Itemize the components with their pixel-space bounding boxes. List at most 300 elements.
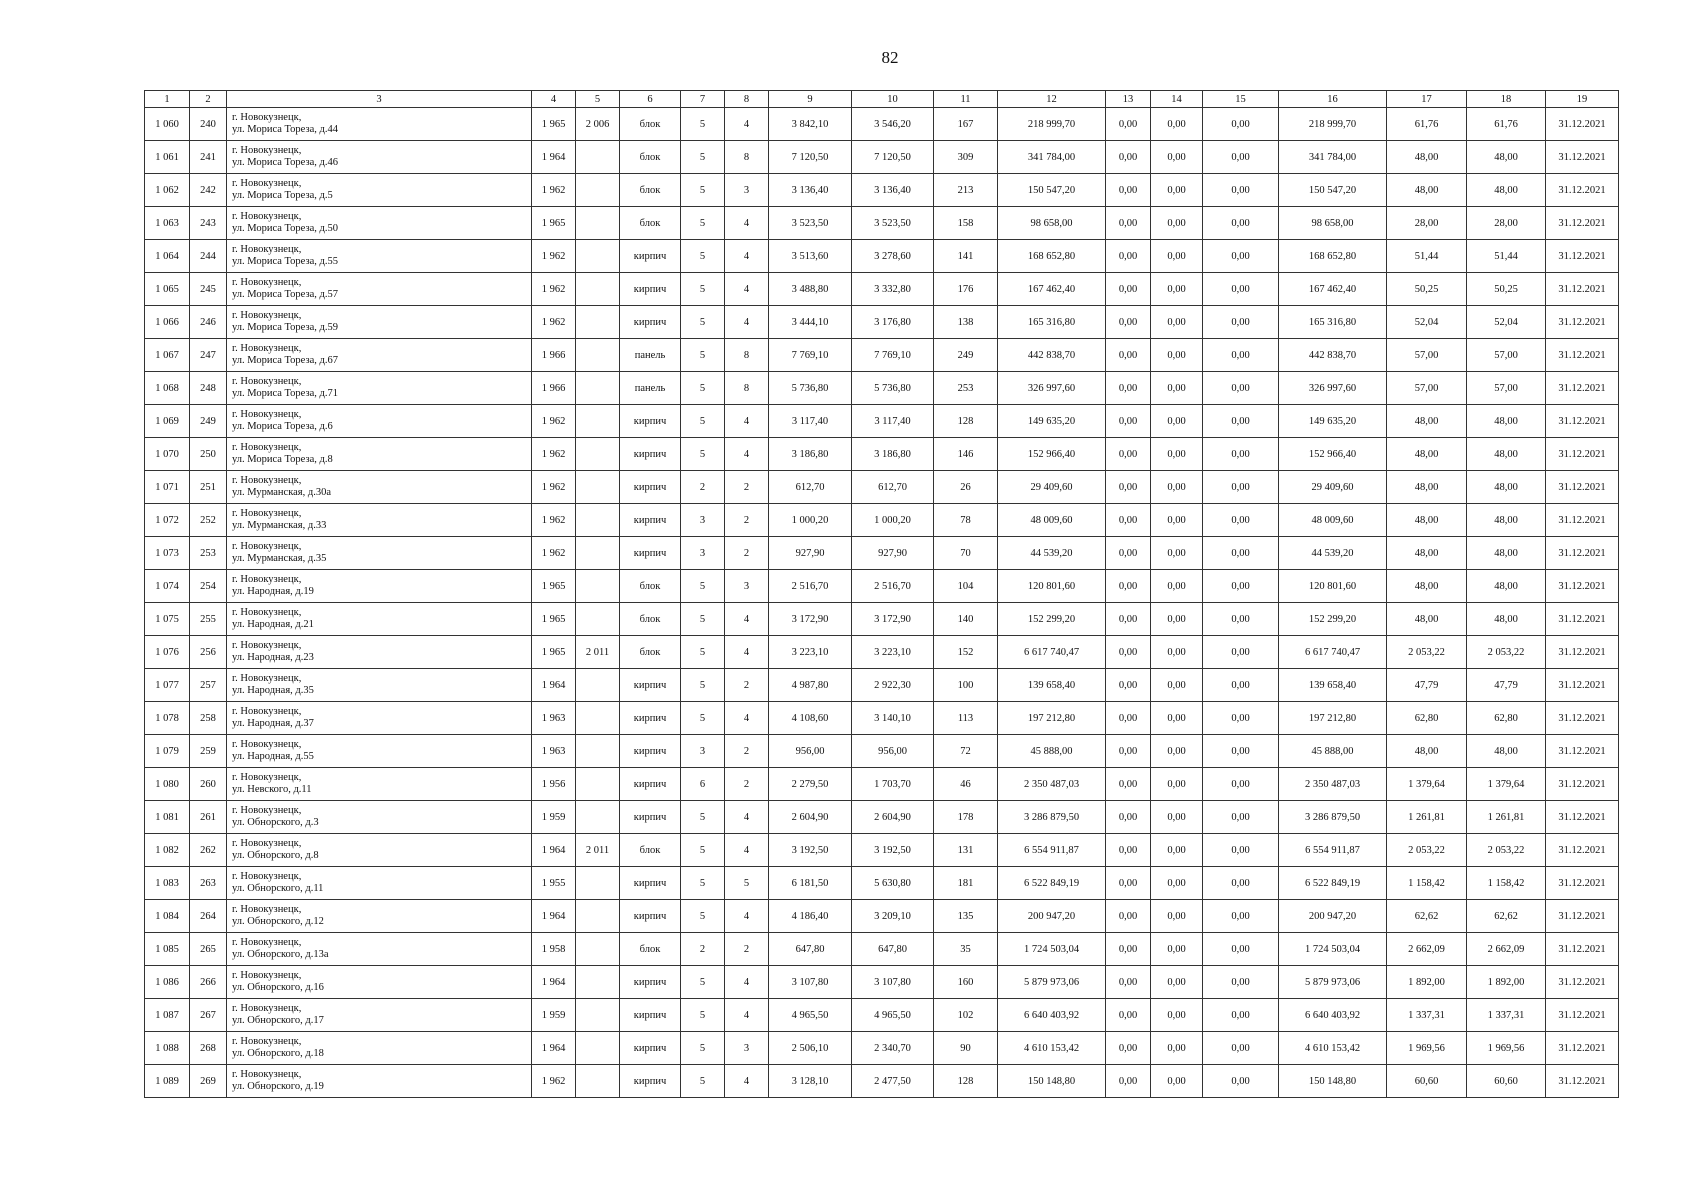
table-cell: 167 462,40 bbox=[998, 273, 1106, 306]
table-cell: 3 172,90 bbox=[769, 603, 852, 636]
table-cell: 927,90 bbox=[852, 537, 934, 570]
table-cell: 98 658,00 bbox=[1279, 207, 1387, 240]
table-cell: 3 523,50 bbox=[852, 207, 934, 240]
table-cell: кирпич bbox=[620, 1032, 681, 1065]
table-cell: 5 bbox=[681, 1065, 725, 1098]
table-cell: 1 969,56 bbox=[1467, 1032, 1546, 1065]
table-cell: 31.12.2021 bbox=[1546, 999, 1619, 1032]
table-cell bbox=[576, 438, 620, 471]
table-cell: 2 516,70 bbox=[769, 570, 852, 603]
table-cell: 4 bbox=[725, 834, 769, 867]
table-cell: 60,60 bbox=[1467, 1065, 1546, 1098]
address-cell bbox=[227, 273, 532, 306]
table-cell: 48,00 bbox=[1467, 141, 1546, 174]
address-cell bbox=[227, 1032, 532, 1065]
table-row bbox=[145, 603, 1619, 636]
table-cell: 2 bbox=[725, 504, 769, 537]
table-cell: 1 060 bbox=[145, 108, 190, 141]
address-cell bbox=[227, 669, 532, 702]
table-cell: 70 bbox=[934, 537, 998, 570]
table-cell: 0,00 bbox=[1151, 867, 1203, 900]
table-cell: 31.12.2021 bbox=[1546, 603, 1619, 636]
table-cell: 3 140,10 bbox=[852, 702, 934, 735]
address-line: ул. Мориса Тореза, д.59 bbox=[232, 322, 338, 333]
table-cell: 218 999,70 bbox=[998, 108, 1106, 141]
table-cell: 4 bbox=[725, 636, 769, 669]
table-cell: 0,00 bbox=[1203, 735, 1279, 768]
table-cell: 4 bbox=[725, 801, 769, 834]
table-cell: 1 964 bbox=[532, 966, 576, 999]
table-cell: 31.12.2021 bbox=[1546, 240, 1619, 273]
table-cell: 48,00 bbox=[1467, 471, 1546, 504]
table-cell: кирпич bbox=[620, 438, 681, 471]
table-cell: 2 bbox=[681, 471, 725, 504]
table-cell bbox=[576, 141, 620, 174]
address-line: ул. Обнорского, д.18 bbox=[232, 1048, 324, 1059]
address-cell bbox=[227, 801, 532, 834]
table-cell: 0,00 bbox=[1151, 768, 1203, 801]
address-line: ул. Мориса Тореза, д.67 bbox=[232, 355, 338, 366]
table-cell: 240 bbox=[190, 108, 227, 141]
table-cell: 0,00 bbox=[1151, 669, 1203, 702]
table-row bbox=[145, 702, 1619, 735]
address-cell bbox=[227, 174, 532, 207]
table-cell: 0,00 bbox=[1203, 570, 1279, 603]
table-cell: 1 964 bbox=[532, 834, 576, 867]
table-cell: 98 658,00 bbox=[998, 207, 1106, 240]
table-cell: 442 838,70 bbox=[998, 339, 1106, 372]
table-cell: 47,79 bbox=[1467, 669, 1546, 702]
table-cell: 0,00 bbox=[1151, 1065, 1203, 1098]
table-cell: 0,00 bbox=[1151, 504, 1203, 537]
table-cell: 0,00 bbox=[1106, 867, 1151, 900]
table-cell bbox=[576, 339, 620, 372]
table-cell: 341 784,00 bbox=[1279, 141, 1387, 174]
table-cell: 1 956 bbox=[532, 768, 576, 801]
address-cell bbox=[227, 306, 532, 339]
address-line: ул. Народная, д.21 bbox=[232, 619, 314, 630]
table-row bbox=[145, 1032, 1619, 1065]
table-cell: 200 947,20 bbox=[998, 900, 1106, 933]
table-cell: 0,00 bbox=[1203, 240, 1279, 273]
table-cell: 167 462,40 bbox=[1279, 273, 1387, 306]
address-line: г. Новокузнецк, bbox=[232, 211, 302, 222]
address-line: г. Новокузнецк, bbox=[232, 409, 302, 420]
table-cell: 6 617 740,47 bbox=[1279, 636, 1387, 669]
table-cell: 1 959 bbox=[532, 999, 576, 1032]
table-cell: 7 769,10 bbox=[852, 339, 934, 372]
table-cell: 50,25 bbox=[1387, 273, 1467, 306]
table-cell: 4 965,50 bbox=[852, 999, 934, 1032]
table-cell: 149 635,20 bbox=[998, 405, 1106, 438]
table-cell: 1 959 bbox=[532, 801, 576, 834]
table-cell: 213 bbox=[934, 174, 998, 207]
table-cell: 3 bbox=[725, 570, 769, 603]
table-cell: 28,00 bbox=[1387, 207, 1467, 240]
table-cell: 120 801,60 bbox=[998, 570, 1106, 603]
table-row bbox=[145, 306, 1619, 339]
table-row bbox=[145, 141, 1619, 174]
table-cell: 3 136,40 bbox=[769, 174, 852, 207]
table-cell: 1 963 bbox=[532, 735, 576, 768]
table-cell: 2 bbox=[725, 933, 769, 966]
table-cell: 2 662,09 bbox=[1467, 933, 1546, 966]
table-cell: 31.12.2021 bbox=[1546, 306, 1619, 339]
table-cell: 31.12.2021 bbox=[1546, 636, 1619, 669]
address-line: г. Новокузнецк, bbox=[232, 805, 302, 816]
table-cell: 4 bbox=[725, 306, 769, 339]
column-header: 5 bbox=[576, 91, 620, 108]
table-cell: 3 842,10 bbox=[769, 108, 852, 141]
address-cell bbox=[227, 966, 532, 999]
table-cell: 0,00 bbox=[1106, 273, 1151, 306]
table-cell: 1 068 bbox=[145, 372, 190, 405]
table-cell: 0,00 bbox=[1203, 867, 1279, 900]
table-cell: 7 769,10 bbox=[769, 339, 852, 372]
table-row bbox=[145, 735, 1619, 768]
address-line: ул. Народная, д.55 bbox=[232, 751, 314, 762]
table-cell: 31.12.2021 bbox=[1546, 174, 1619, 207]
address-cell bbox=[227, 438, 532, 471]
table-cell: 0,00 bbox=[1203, 669, 1279, 702]
table-cell: 262 bbox=[190, 834, 227, 867]
table-cell: 0,00 bbox=[1106, 108, 1151, 141]
table-cell: 120 801,60 bbox=[1279, 570, 1387, 603]
address-line: ул. Народная, д.23 bbox=[232, 652, 314, 663]
address-line: г. Новокузнецк, bbox=[232, 343, 302, 354]
table-cell bbox=[576, 801, 620, 834]
column-header: 17 bbox=[1387, 91, 1467, 108]
address-line: ул. Народная, д.35 bbox=[232, 685, 314, 696]
table-cell: 197 212,80 bbox=[998, 702, 1106, 735]
table-cell bbox=[576, 768, 620, 801]
table-cell: 1 065 bbox=[145, 273, 190, 306]
table-cell: 31.12.2021 bbox=[1546, 702, 1619, 735]
table-cell: 3 192,50 bbox=[769, 834, 852, 867]
table-cell: 3 223,10 bbox=[852, 636, 934, 669]
table-cell: 48,00 bbox=[1387, 174, 1467, 207]
table-cell: кирпич bbox=[620, 801, 681, 834]
address-cell bbox=[227, 1065, 532, 1098]
table-cell: 168 652,80 bbox=[998, 240, 1106, 273]
table-cell: 2 922,30 bbox=[852, 669, 934, 702]
address-line: ул. Мориса Тореза, д.71 bbox=[232, 388, 338, 399]
table-cell: 263 bbox=[190, 867, 227, 900]
table-cell: 266 bbox=[190, 966, 227, 999]
table-cell: 5 bbox=[681, 372, 725, 405]
table-cell: 0,00 bbox=[1151, 801, 1203, 834]
table-cell: 167 bbox=[934, 108, 998, 141]
address-line: ул. Мориса Тореза, д.57 bbox=[232, 289, 338, 300]
table-cell: 0,00 bbox=[1106, 306, 1151, 339]
table-cell: 3 128,10 bbox=[769, 1065, 852, 1098]
table-cell: 0,00 bbox=[1106, 1032, 1151, 1065]
table-cell: 57,00 bbox=[1387, 339, 1467, 372]
table-cell: 4 bbox=[725, 1065, 769, 1098]
table-cell: 1 088 bbox=[145, 1032, 190, 1065]
table-cell: 1 261,81 bbox=[1387, 801, 1467, 834]
table-cell: 61,76 bbox=[1467, 108, 1546, 141]
table-cell: 0,00 bbox=[1151, 999, 1203, 1032]
table-cell: 4 bbox=[725, 240, 769, 273]
table-cell: 0,00 bbox=[1106, 537, 1151, 570]
column-header: 2 bbox=[190, 91, 227, 108]
table-cell: 2 bbox=[725, 471, 769, 504]
address-cell bbox=[227, 537, 532, 570]
table-cell bbox=[576, 405, 620, 438]
table-cell: 248 bbox=[190, 372, 227, 405]
table-cell: 1 965 bbox=[532, 207, 576, 240]
table-cell: 0,00 bbox=[1203, 834, 1279, 867]
table-cell: 0,00 bbox=[1203, 999, 1279, 1032]
table-cell bbox=[576, 174, 620, 207]
table-cell: 0,00 bbox=[1203, 603, 1279, 636]
address-cell bbox=[227, 867, 532, 900]
table-cell: 1 072 bbox=[145, 504, 190, 537]
table-cell: 0,00 bbox=[1151, 570, 1203, 603]
table-cell: 51,44 bbox=[1467, 240, 1546, 273]
table-cell: 2 350 487,03 bbox=[1279, 768, 1387, 801]
table-cell: 45 888,00 bbox=[998, 735, 1106, 768]
table-cell: 1 069 bbox=[145, 405, 190, 438]
column-header: 15 bbox=[1203, 91, 1279, 108]
table-cell: 48 009,60 bbox=[1279, 504, 1387, 537]
table-cell: 0,00 bbox=[1106, 1065, 1151, 1098]
table-cell: 62,62 bbox=[1467, 900, 1546, 933]
table-cell: 3 107,80 bbox=[852, 966, 934, 999]
address-line: ул. Мурманская, д.33 bbox=[232, 520, 327, 531]
table-cell: 326 997,60 bbox=[1279, 372, 1387, 405]
table-cell: 48,00 bbox=[1467, 570, 1546, 603]
table-cell: 31.12.2021 bbox=[1546, 900, 1619, 933]
table-row bbox=[145, 669, 1619, 702]
table-cell: 1 958 bbox=[532, 933, 576, 966]
table-cell: 253 bbox=[934, 372, 998, 405]
table-cell: 5 bbox=[681, 900, 725, 933]
table-cell: 5 bbox=[681, 306, 725, 339]
table-cell: 1 076 bbox=[145, 636, 190, 669]
table-cell: 5 bbox=[681, 207, 725, 240]
table-cell: 48 009,60 bbox=[998, 504, 1106, 537]
table-cell: 48,00 bbox=[1467, 174, 1546, 207]
table-cell: 6 522 849,19 bbox=[998, 867, 1106, 900]
table-cell: 647,80 bbox=[852, 933, 934, 966]
table-cell bbox=[576, 306, 620, 339]
table-cell: 4 bbox=[725, 108, 769, 141]
table-cell: блок bbox=[620, 603, 681, 636]
table-cell: 1 962 bbox=[532, 471, 576, 504]
table-cell: 31.12.2021 bbox=[1546, 768, 1619, 801]
table-cell: 6 640 403,92 bbox=[998, 999, 1106, 1032]
table-row bbox=[145, 240, 1619, 273]
table-cell: 149 635,20 bbox=[1279, 405, 1387, 438]
table-cell: 3 223,10 bbox=[769, 636, 852, 669]
address-line: ул. Народная, д.19 bbox=[232, 586, 314, 597]
table-cell: 139 658,40 bbox=[1279, 669, 1387, 702]
table-cell: 139 658,40 bbox=[998, 669, 1106, 702]
table-cell: 1 892,00 bbox=[1467, 966, 1546, 999]
table-row bbox=[145, 636, 1619, 669]
table-cell: 31.12.2021 bbox=[1546, 141, 1619, 174]
table-cell: 52,04 bbox=[1467, 306, 1546, 339]
table-cell: 44 539,20 bbox=[998, 537, 1106, 570]
table-cell: 1 070 bbox=[145, 438, 190, 471]
table-cell: 31.12.2021 bbox=[1546, 933, 1619, 966]
table-cell: 251 bbox=[190, 471, 227, 504]
table-cell: 48,00 bbox=[1467, 405, 1546, 438]
table-cell: 6 522 849,19 bbox=[1279, 867, 1387, 900]
table-cell: 1 962 bbox=[532, 504, 576, 537]
address-line: ул. Мориса Тореза, д.55 bbox=[232, 256, 338, 267]
column-header: 10 bbox=[852, 91, 934, 108]
address-cell bbox=[227, 339, 532, 372]
table-cell: 0,00 bbox=[1151, 537, 1203, 570]
table-row bbox=[145, 108, 1619, 141]
table-row bbox=[145, 273, 1619, 306]
table-cell: 1 071 bbox=[145, 471, 190, 504]
table-cell: 0,00 bbox=[1106, 999, 1151, 1032]
table-cell: 31.12.2021 bbox=[1546, 669, 1619, 702]
table-cell: 0,00 bbox=[1203, 1032, 1279, 1065]
table-cell: 1 067 bbox=[145, 339, 190, 372]
address-cell bbox=[227, 603, 532, 636]
table-cell: 255 bbox=[190, 603, 227, 636]
table-cell: кирпич bbox=[620, 405, 681, 438]
table-cell: 31.12.2021 bbox=[1546, 570, 1619, 603]
table-cell: 0,00 bbox=[1151, 141, 1203, 174]
table-cell: 48,00 bbox=[1387, 504, 1467, 537]
table-cell: кирпич bbox=[620, 966, 681, 999]
table-cell: 1 703,70 bbox=[852, 768, 934, 801]
table-cell: 1 962 bbox=[532, 537, 576, 570]
table-cell bbox=[576, 900, 620, 933]
address-cell bbox=[227, 405, 532, 438]
table-cell: 152 299,20 bbox=[998, 603, 1106, 636]
table-cell: 6 554 911,87 bbox=[1279, 834, 1387, 867]
table-cell: 152 299,20 bbox=[1279, 603, 1387, 636]
table-cell bbox=[576, 933, 620, 966]
table-cell: 5 bbox=[681, 603, 725, 636]
table-cell: 0,00 bbox=[1203, 966, 1279, 999]
table-cell: 1 962 bbox=[532, 405, 576, 438]
address-line: г. Новокузнецк, bbox=[232, 112, 302, 123]
table-cell: 0,00 bbox=[1151, 174, 1203, 207]
table-cell: 1 964 bbox=[532, 1032, 576, 1065]
address-line: ул. Обнорского, д.11 bbox=[232, 883, 324, 894]
table-cell: 0,00 bbox=[1106, 834, 1151, 867]
address-line: г. Новокузнецк, bbox=[232, 376, 302, 387]
table-cell: 4 bbox=[725, 207, 769, 240]
table-cell: 152 966,40 bbox=[1279, 438, 1387, 471]
table-cell: 0,00 bbox=[1203, 273, 1279, 306]
table-cell: 0,00 bbox=[1106, 933, 1151, 966]
table-cell: 0,00 bbox=[1106, 174, 1151, 207]
table-cell: 1 379,64 bbox=[1467, 768, 1546, 801]
table-cell: 31.12.2021 bbox=[1546, 339, 1619, 372]
table-cell: 1 000,20 bbox=[852, 504, 934, 537]
table-cell: 0,00 bbox=[1203, 933, 1279, 966]
table-cell: 0,00 bbox=[1151, 471, 1203, 504]
table-cell: 1 962 bbox=[532, 438, 576, 471]
table-cell: 2 053,22 bbox=[1467, 636, 1546, 669]
table-cell: кирпич bbox=[620, 867, 681, 900]
table-header bbox=[145, 91, 1619, 108]
table-cell: 1 078 bbox=[145, 702, 190, 735]
table-cell: 241 bbox=[190, 141, 227, 174]
table-cell: 31.12.2021 bbox=[1546, 372, 1619, 405]
table-cell bbox=[576, 240, 620, 273]
table-cell: 200 947,20 bbox=[1279, 900, 1387, 933]
table-cell: 0,00 bbox=[1203, 339, 1279, 372]
table-cell bbox=[576, 702, 620, 735]
column-header: 7 bbox=[681, 91, 725, 108]
table-cell: 269 bbox=[190, 1065, 227, 1098]
table-cell: 0,00 bbox=[1203, 702, 1279, 735]
table-cell: 2 bbox=[725, 768, 769, 801]
table-cell: 5 bbox=[681, 141, 725, 174]
table-row bbox=[145, 966, 1619, 999]
table-cell bbox=[576, 537, 620, 570]
table-cell: 1 064 bbox=[145, 240, 190, 273]
table-cell: 113 bbox=[934, 702, 998, 735]
address-line: ул. Мориса Тореза, д.5 bbox=[232, 190, 333, 201]
table-cell: 0,00 bbox=[1203, 306, 1279, 339]
table-cell: 31.12.2021 bbox=[1546, 966, 1619, 999]
table-cell: 1 063 bbox=[145, 207, 190, 240]
table-cell: 31.12.2021 bbox=[1546, 108, 1619, 141]
table-cell: 3 192,50 bbox=[852, 834, 934, 867]
table-cell: 0,00 bbox=[1106, 570, 1151, 603]
address-line: г. Новокузнецк, bbox=[232, 508, 302, 519]
table-cell: 1 081 bbox=[145, 801, 190, 834]
table-cell: 3 444,10 bbox=[769, 306, 852, 339]
table-cell: 258 bbox=[190, 702, 227, 735]
table-cell: 8 bbox=[725, 372, 769, 405]
table-cell: 1 379,64 bbox=[1387, 768, 1467, 801]
address-line: г. Новокузнецк, bbox=[232, 739, 302, 750]
table-cell: 264 bbox=[190, 900, 227, 933]
table-cell: 2 279,50 bbox=[769, 768, 852, 801]
table-cell: 2 053,22 bbox=[1387, 636, 1467, 669]
address-line: г. Новокузнецк, bbox=[232, 871, 302, 882]
table-cell: 3 172,90 bbox=[852, 603, 934, 636]
table-cell: 4 610 153,42 bbox=[998, 1032, 1106, 1065]
table-cell: 2 053,22 bbox=[1387, 834, 1467, 867]
table-cell: 2 604,90 bbox=[769, 801, 852, 834]
address-cell bbox=[227, 570, 532, 603]
table-cell: 1 261,81 bbox=[1467, 801, 1546, 834]
table-cell: 1 969,56 bbox=[1387, 1032, 1467, 1065]
table-cell: 3 bbox=[681, 735, 725, 768]
table-cell: кирпич bbox=[620, 669, 681, 702]
table-cell: 3 186,80 bbox=[852, 438, 934, 471]
table-cell: 7 120,50 bbox=[769, 141, 852, 174]
table-cell: 3 117,40 bbox=[769, 405, 852, 438]
table-cell: 5 bbox=[681, 867, 725, 900]
column-header: 13 bbox=[1106, 91, 1151, 108]
table-cell: 0,00 bbox=[1151, 108, 1203, 141]
table-cell: 8 bbox=[725, 141, 769, 174]
table-cell: 5 bbox=[681, 834, 725, 867]
table-cell: 0,00 bbox=[1151, 438, 1203, 471]
table-cell: 57,00 bbox=[1467, 339, 1546, 372]
table-cell: 244 bbox=[190, 240, 227, 273]
address-line: ул. Мориса Тореза, д.50 bbox=[232, 223, 338, 234]
table-cell: 31.12.2021 bbox=[1546, 1032, 1619, 1065]
address-line: ул. Мурманская, д.35 bbox=[232, 553, 327, 564]
table-cell: 0,00 bbox=[1106, 141, 1151, 174]
address-line: ул. Обнорского, д.8 bbox=[232, 850, 319, 861]
